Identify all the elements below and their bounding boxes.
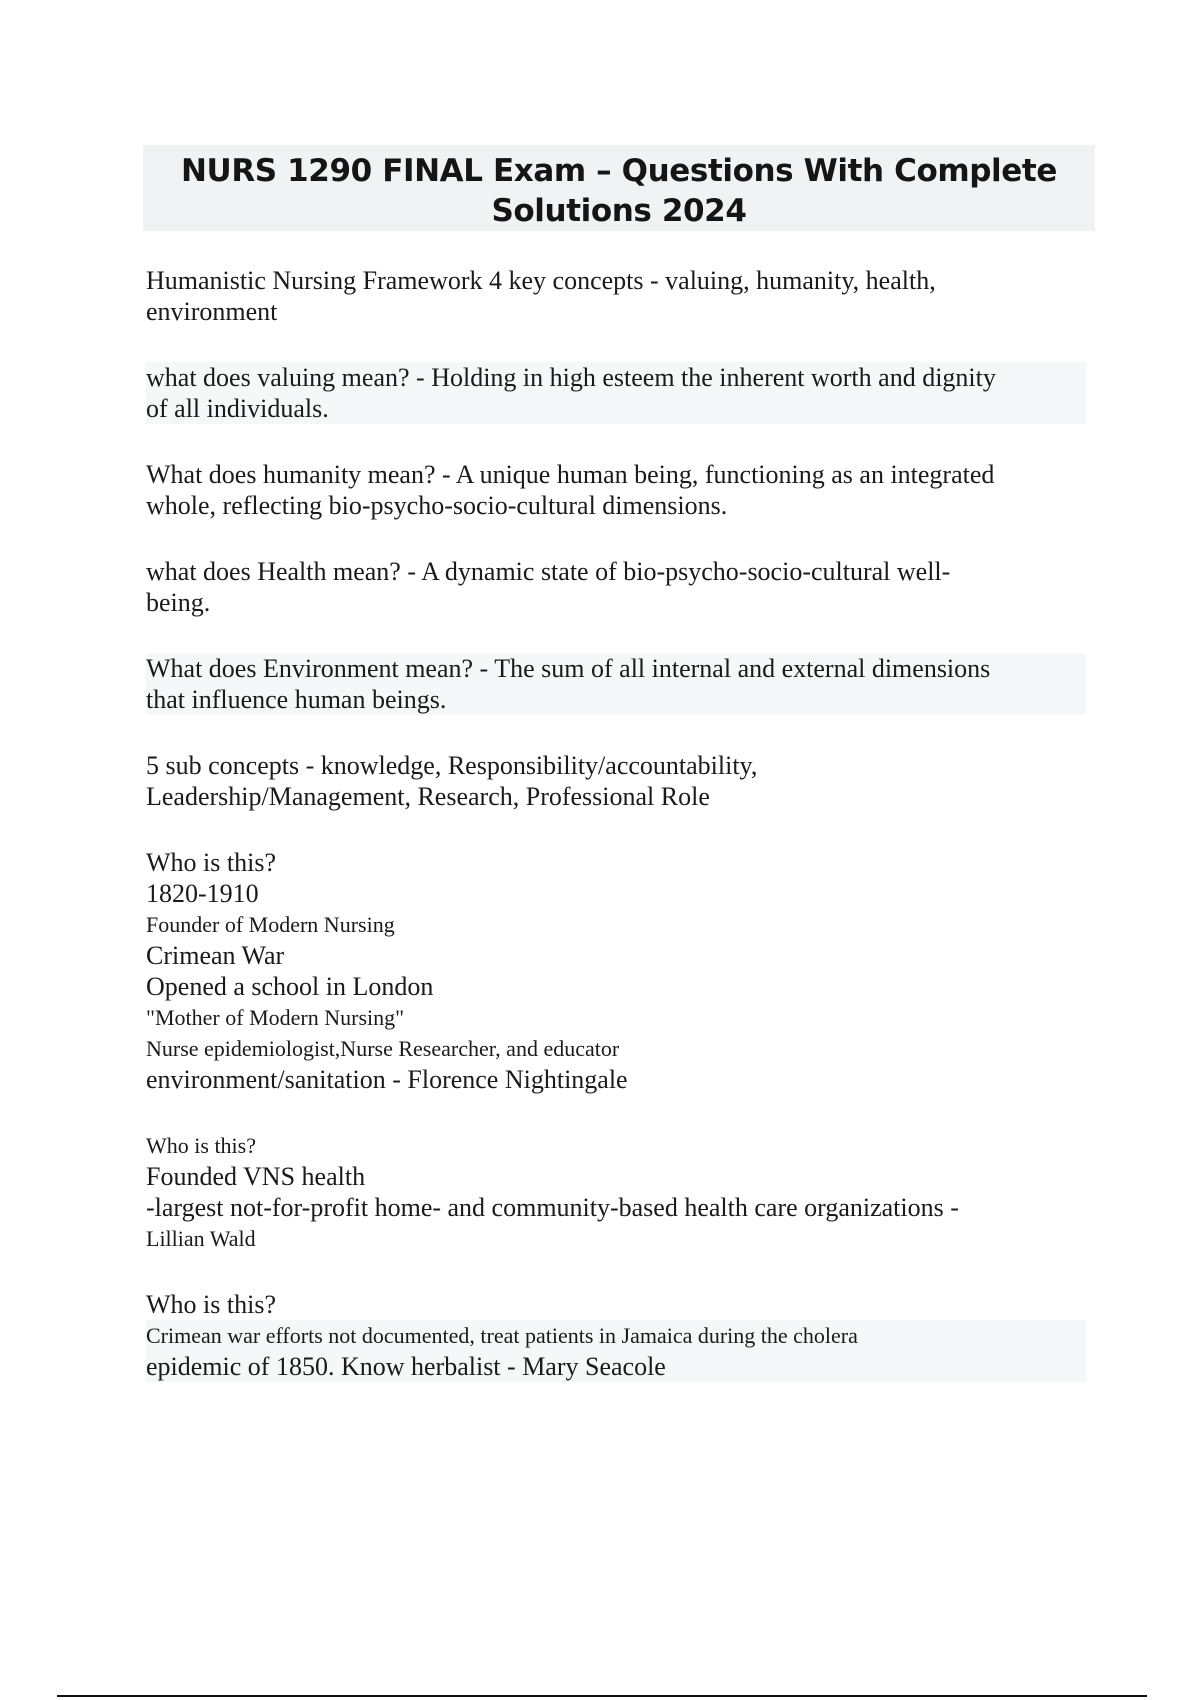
qa-item-health — [146, 556, 1086, 618]
qa-line: Leadership/Management, Research, Professional Role — [146, 782, 710, 811]
qa-line: environment — [146, 297, 278, 326]
qa-line: What does humanity mean? - A unique human being, functioning as an integrated — [146, 460, 995, 489]
qa-list — [146, 265, 1086, 1417]
qa-line: Who is this? — [146, 848, 276, 877]
bottom-divider — [57, 1695, 1147, 1697]
qa-line: 1820-1910 — [146, 879, 259, 908]
page-title-line-1: NURS 1290 FINAL Exam – Questions With Complete — [181, 153, 1057, 189]
qa-item-sub-concepts — [146, 750, 1086, 812]
qa-item-framework — [146, 265, 1086, 327]
qa-item-seacole — [146, 1289, 1086, 1382]
qa-line: -largest not-for-profit home- and community-based health care organizations - — [146, 1193, 959, 1222]
qa-line: Opened a school in London — [146, 972, 434, 1001]
qa-line: whole, reflecting bio-psycho-socio-cultural dimensions. — [146, 491, 728, 520]
qa-line: being. — [146, 588, 211, 617]
qa-line: Humanistic Nursing Framework 4 key concepts - valuing, humanity, health, — [146, 266, 936, 295]
qa-line: what does Health mean? - A dynamic state of bio-psycho-socio-cultural well- — [146, 557, 951, 586]
qa-item-humanity — [146, 459, 1086, 521]
qa-item-wald — [146, 1130, 1086, 1254]
qa-line: Who is this? — [146, 1290, 276, 1319]
qa-line: Lillian Wald — [146, 1226, 256, 1251]
qa-item-nightingale — [146, 847, 1086, 1095]
page-title-line-2: Solutions 2024 — [491, 193, 747, 229]
qa-line: Founder of Modern Nursing — [146, 912, 395, 937]
qa-line: Nurse epidemiologist,Nurse Researcher, and educator — [146, 1036, 620, 1061]
qa-line: that influence human beings. — [146, 685, 447, 714]
qa-line: Founded VNS health — [146, 1162, 366, 1191]
qa-line: of all individuals. — [146, 394, 329, 423]
qa-line: What does Environment mean? - The sum of all internal and external dimensions — [146, 654, 991, 683]
qa-line: epidemic of 1850. Know herbalist - Mary Seacole — [146, 1351, 1086, 1382]
qa-line: "Mother of Modern Nursing" — [146, 1005, 405, 1030]
qa-line: environment/sanitation - Florence Nightingale — [146, 1065, 628, 1094]
qa-line: Crimean War — [146, 941, 285, 970]
qa-line: Crimean war efforts not documented, treat patients in Jamaica during the cholera — [146, 1320, 1086, 1351]
qa-item-valuing — [146, 362, 1086, 424]
qa-line: what does valuing mean? - Holding in high esteem the inherent worth and dignity — [146, 363, 996, 392]
qa-item-environment — [146, 653, 1086, 715]
qa-line: Who is this? — [146, 1133, 256, 1158]
qa-line: 5 sub concepts - knowledge, Responsibility/accountability, — [146, 751, 758, 780]
title-banner — [143, 145, 1095, 231]
